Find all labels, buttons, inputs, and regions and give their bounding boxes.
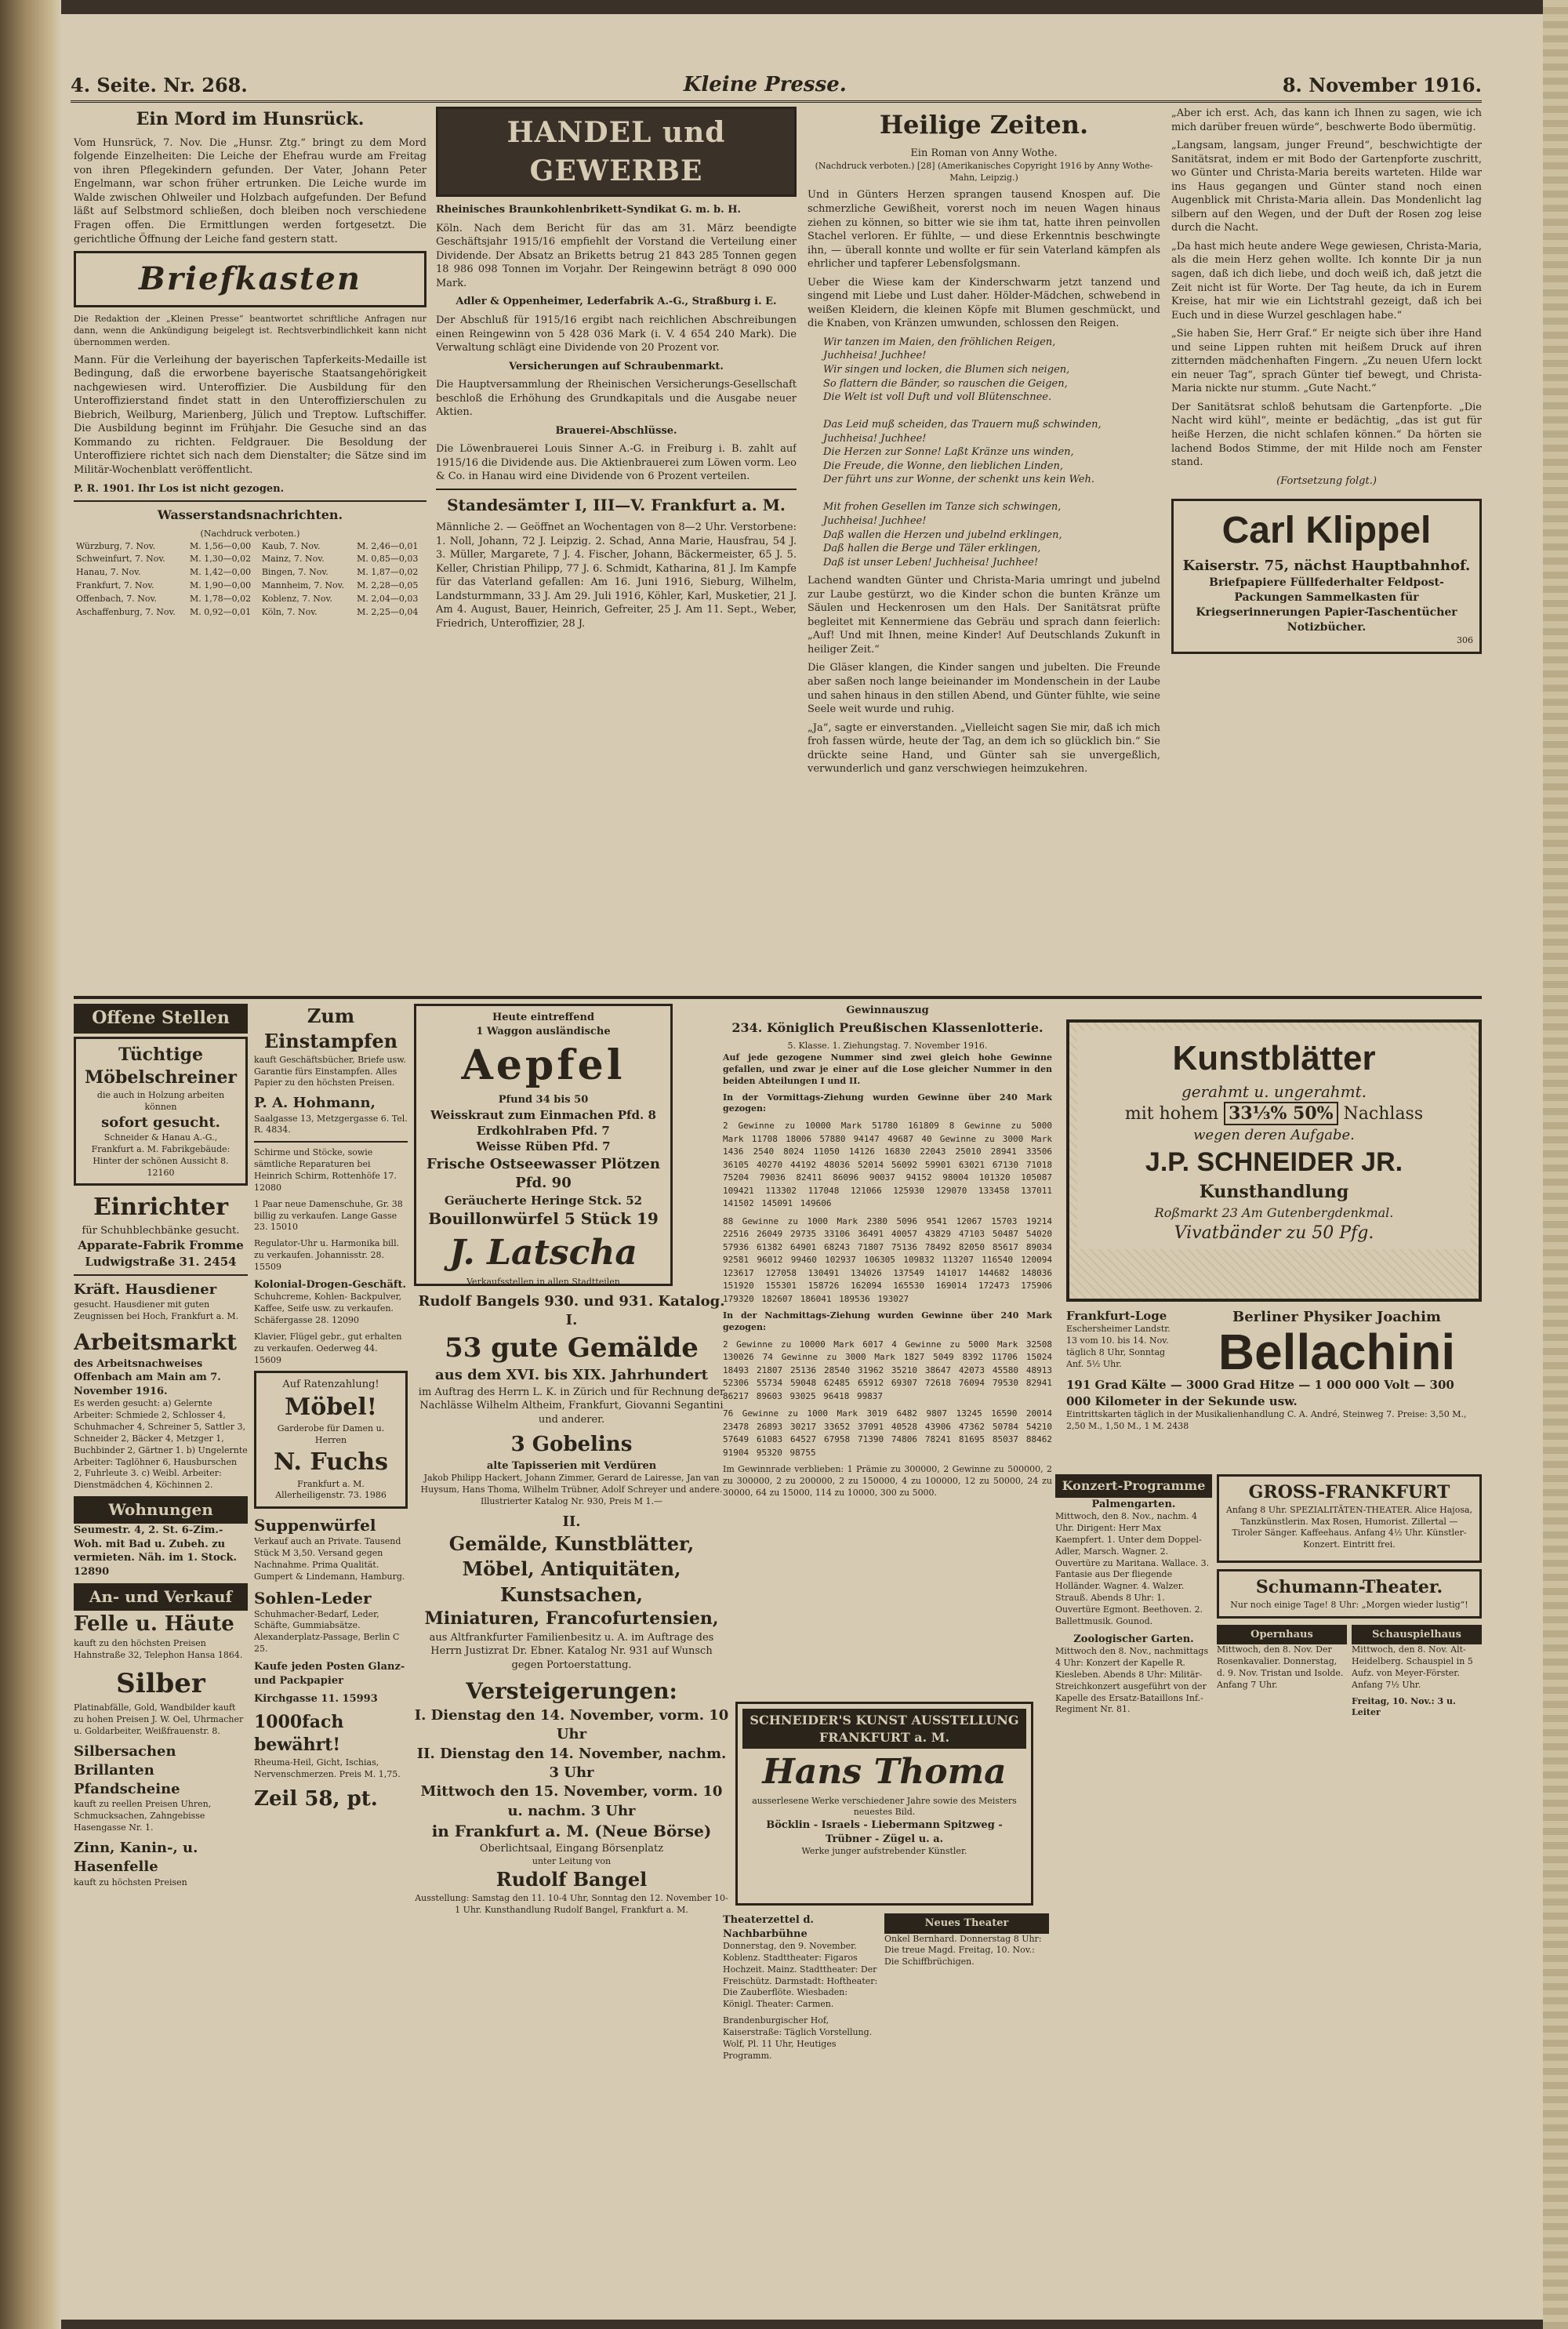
schauspiel-text: Mittwoch, den 8. Nov. Alt-Heidelberg. Schauspiel in 5 Aufz. von Meyer-Förster. Anfang 7½ Uhr. <box>1352 1644 1473 1690</box>
water-row <box>74 580 426 593</box>
ad-title: Möbel! <box>285 1393 377 1421</box>
divider <box>74 500 426 502</box>
auction-date: Mittwoch den 15. November, vorm. 10 u. nachm. 3 Uhr <box>420 1783 723 1819</box>
serial-copyright: (Nachdruck verboten.) [28] (Amerikanisches Copyright 1916 by Anny Wothe-Mahn, Leipzig.) <box>815 160 1153 183</box>
water-sub: (Nachdruck verboten.) <box>200 528 300 539</box>
serial-paragraph: „Aber ich erst. Ach, das kann ich Ihnen zu sagen, wie ich mich darüber freuen würde“, beschwerte Bodo übermütig. <box>1171 107 1482 133</box>
section-divider <box>74 996 1482 999</box>
adler-text: Der Abschluß für 1915/16 ergibt nach reichlichen Abschreibungen einen Reingewinn von 5 428 036 Mark (i. V. 4 654 240 Mark). Die Verwaltung schlägt eine Dividende von 20 Prozent vor. <box>436 314 797 354</box>
kaufe-address: Kirchgasse 11. 15993 <box>254 1693 378 1706</box>
silber-text: Platinabfälle, Gold, Wandbilder kauft zu hohen Preisen J. W. Oel, Uhrmacher u. Goldarbeiter, Weißfrauenstr. 8. <box>74 1702 244 1736</box>
divider <box>254 1141 408 1143</box>
ankauf-heading: An- und Verkauf <box>74 1583 248 1611</box>
water-row <box>74 540 426 554</box>
water-cell: Bingen, 7. Nov. <box>261 567 328 578</box>
kino-text: Brandenburgischer Hof, Kaiserstraße: Täglich Vorstellung. Wolf, Pl. 11 Uhr, Heutiges Programm. <box>723 2015 873 2061</box>
damenschuh-ad: 1 Paar neue Damenschuhe, Gr. 38 billig zu verkaufen. Lange Gasse 23. 15010 <box>254 1198 403 1233</box>
lodge-address: Eschersheimer Landstr. 13 vom 10. bis 14. Nov. täglich 8 Uhr, Sonntag Anf. 5½ Uhr. <box>1066 1324 1171 1369</box>
serial-paragraph: Ueber die Wiese kam der Kinderschwarm jetzt tanzend und singend mit Liebe und Lust daher. Hölder-Mädchen, schwebend in weißen Kleidern, die kleinen Köpfe mit Blumen geschmückt, und die Knaben, von Kränzen umwunden, schlossen den Reigen. <box>808 276 1160 330</box>
ad-title: N. Fuchs <box>274 1448 388 1477</box>
lottery-morning-head: In der Vormittags-Ziehung wurden Gewinne über 240 Mark gezogen: <box>723 1092 1052 1114</box>
gemaelde-title: 53 gute Gemälde <box>445 1332 699 1364</box>
masthead: Kleine Presse. <box>683 73 847 96</box>
gobelins-text: Jakob Philipp Hackert, Johann Zimmer, Gerard de Lairesse, Jan van Huysum, Hans Thoma, Wilhelm Trübner, Adolf Schreyer und andere. Illustrierter Katalog Nr. 930, Preis M 1.— <box>420 1473 723 1506</box>
serial-paragraph: Und in Günters Herzen sprangen tausend Knospen auf. Die schmerzliche Gewißheit, vorerst noch im neuen Wagen hinaus ziehen zu können, so bitter wie sie ihm tat, hatte ihren peinvollen Stachel verloren. Er fühlte, — und diese Erkenntnis beschwingte ihn, — überall konnte und wollte er für sein Vaterland kämpfen als ehrlicher und tapferer Lebensfolgsmann. <box>808 189 1160 271</box>
ads-column-2 <box>254 1004 408 2305</box>
water-cell: M. 1,42—0,00 <box>189 567 252 578</box>
murder-headline: Ein Mord im Hunsrück. <box>136 109 365 129</box>
serial-paragraph: Der Sanitätsrat schloß behutsam die Gartenpforte. „Die Nacht wird kühl“, meinte er bedächtig, „das ist gut für heiße Herzen, die nicht schlafen können.“ Da hörten sie lachend Bodos Stimme, der mit Hilde noch am Fenster stand. <box>1171 401 1482 469</box>
silbersachen-text: kauft zu reellen Preisen Uhren, Schmucksachen, Zahngebisse Hasengasse Nr. 1. <box>74 1799 212 1833</box>
syndikat-text: Köln. Nach dem Bericht für das am 31. März beendigte Geschäftsjahr 1915/16 empfiehlt der Vorstand die Verteilung einer Dividende. Der Absatz an Briketts betrug 21 843 285 Tonnen gegen 18 986 098 Tonnen im Vorjahr. Der Reingewinn beträgt 8 090 000 Mark. <box>436 222 797 289</box>
bewaehrt-text: Rheuma-Heil, Gicht, Ischias, Nervenschmerzen. Preis M. 1,75. <box>254 1757 401 1779</box>
divider <box>74 1274 248 1276</box>
water-row <box>74 553 426 566</box>
fuchs-ad <box>254 1371 408 1509</box>
price-line: Weisse Rüben Pfd. 7 <box>476 1139 611 1154</box>
water-cell: Würzburg, 7. Nov. <box>76 540 156 551</box>
kunst-text: aus Altfrankfurter Familienbesitz u. A. im Auftrage des Herrn Justizrat Dr. Ebner. Katalog Nr. 931 auf Wunsch gegen Portoerstattung. <box>429 1631 714 1671</box>
ad-number: 306 <box>1457 634 1473 645</box>
kunstblaetter-title: Kunstblätter <box>1172 1039 1376 1077</box>
column-news <box>74 107 426 993</box>
kunstblaetter-address: Roßmarkt 23 Am Gutenbergdenkmal. <box>1154 1204 1394 1220</box>
column-serial-continued <box>1171 107 1482 993</box>
briefkasten-answers: Mann. Für die Verleihung der bayerischen Tapferkeits-Medaille ist Bedingung, daß die erworbene bayerische Staatsangehörigkeit nachgewiesen wird. Unteroffizier. Die Ausbildung für den Unteroffizierstand findet statt in den Unteroffizierschulen zu Biebrich, Weilburg, Marienberg, Jülich und Treptow. Luftschiffer. Die Ausbildung beginnt im Frühjahr. Die Gesuche sind an das Kommando zu richten. Feldgrauer. Die Besoldung der Unteroffiziere richtet sich nach dem Dienstalter; die Sätze sind im Militär-Wochenblatt veröffentlicht. <box>74 354 426 476</box>
water-cell: Koblenz, 7. Nov. <box>261 593 332 604</box>
continued-note: (Fortsetzung folgt.) <box>1276 474 1377 487</box>
price-line: Frische Ostseewasser Plötzen Pfd. 90 <box>426 1155 660 1191</box>
schumann-title: Schumann-Theater. <box>1255 1577 1443 1598</box>
page-header <box>71 69 1482 103</box>
kunstblaetter-ad <box>1066 1019 1482 1302</box>
arbeitsmarkt-title: Arbeitsmarkt <box>74 1328 238 1355</box>
latscha-sub: Verkaufsstellen in allen Stadtteilen <box>466 1276 620 1286</box>
water-heading: Wasserstandsnachrichten. <box>157 507 343 523</box>
felle-text: kauft zu den höchsten Preisen Hahnstraße 32, Telephon Hansa 1864. <box>74 1638 243 1661</box>
gemaelde-text: im Auftrag des Herrn L. K. in Zürich und für Rechnung der Nachlässe Wilhelm Altheim, Frankfurt, Giovanni Segantini und anderer. <box>418 1386 725 1426</box>
bellachini-ad <box>1066 1308 1482 1465</box>
issue-date: 8. November 1916. <box>1282 73 1482 96</box>
water-cell: M. 1,78—0,02 <box>189 593 252 604</box>
hohmann-name: P. A. Hohmann, <box>254 1095 376 1112</box>
water-cell: Köln, 7. Nov. <box>261 606 318 617</box>
palmengarten-text: Mittwoch, den 8. Nov., nachm. 4 Uhr. Dirigent: Herr Max Kaempfert. 1. Unter dem Doppel-Adler, Marsch. Wagner. 2. Ouvertüre zu Maritana. Wallace. 3. Fantasie aus Der fliegende Holländer. Wagner. 4. Walzer. Strauß. Abends 8 Uhr: 1. Ouvertüre Egmont. Beethoven. 2. Ballettmusik. Gounod. <box>1055 1511 1210 1626</box>
kunst-title: Gemälde, Kunstblätter, Möbel, Antiquitäten, Kunstsachen, <box>448 1531 695 1606</box>
klippel-items: Briefpapiere Füllfederhalter Feldpost-Packungen Sammelkasten für Kriegserinnerungen Papier-Taschentücher Notizbücher. <box>1196 576 1457 634</box>
regulator-ad: Regulator-Uhr u. Harmonika bill. zu verkaufen. Johannisstr. 28. 15509 <box>254 1238 400 1272</box>
lottery-afternoon-head: In der Nachmittags-Ziehung wurden Gewinne über 240 Mark gezogen: <box>723 1310 1052 1333</box>
kunstblaetter-firm: J.P. SCHNEIDER JR. <box>1145 1147 1403 1178</box>
ad-text: 1 Waggon ausländische <box>476 1025 611 1037</box>
water-cell: M. 0,85—0,03 <box>357 554 419 565</box>
lodge-title: Frankfurt-Loge <box>1066 1309 1167 1323</box>
lottery-title: 234. Königlich Preußischen Klassenlotterie. <box>731 1019 1044 1035</box>
brauerei-heading: Brauerei-Abschlüsse. <box>555 424 677 437</box>
serial-paragraph: „Da hast mich heute andere Wege gewiesen, Christa-Maria, als die mein Herz gehen wollte. Ich konnte Dir ja nun sagen, daß ich dich liebe, und doch weiß ich, daß jetzt die Zeit nicht ist für Worte. Der Tag heute, da ich in Eurem Kreise, hat mir wie ein Lichtstrahl gezeigt, daß ich bei Euch und in diese Wurzel geschlagen habe.“ <box>1171 240 1482 322</box>
ad-text: Schneider & Hanau A.-G., Frankfurt a. M. Fabrikgebäude: Hinter der schönen Aussicht 8. 12160 <box>91 1132 230 1178</box>
latscha-ad <box>414 1004 673 1286</box>
ad-text: Auf Ratenzahlung! <box>282 1379 379 1391</box>
klippel-ad <box>1171 499 1482 654</box>
serial-paragraph: Die Gläser klangen, die Kinder sangen und jubelten. Die Freunde aber saßen noch lange beieinander im Mondenschein in der Laube und sahen hinaus in den stillen Abend, und Günter fühlte, wie seine Seele weit wurde und ruhig. <box>808 662 1160 716</box>
silber-title: Silber <box>116 1668 205 1700</box>
ad-title: Tüchtige Möbelschreiner <box>84 1044 238 1088</box>
nachbar-text: Donnerstag, den 9. November. Koblenz. Stadttheater: Figaros Hochzeit. Mainz. Stadttheater: Der Freischütz. Darmstadt: Hoftheater: Die Zauberflöte. Wiesbaden: Königl. Theater: Carmen. <box>723 1941 878 2010</box>
felle-title: Felle u. Häute <box>74 1612 234 1637</box>
price-line: Erdkohlraben Pfd. 7 <box>477 1124 610 1139</box>
kunstblaetter-firm-sub: Kunsthandlung <box>1199 1182 1349 1203</box>
auction-num: II. <box>562 1513 581 1530</box>
arbeitsmarkt-sub: des Arbeitsnachweises Offenbach am Main am 7. November 1916. <box>74 1357 221 1397</box>
water-cell: Offenbach, 7. Nov. <box>76 593 157 604</box>
moebelschreiner-ad <box>74 1037 248 1186</box>
gobelins-title: 3 Gobelins <box>510 1433 633 1457</box>
book-binding <box>0 0 61 2329</box>
water-cell: Aschaffenburg, 7. Nov. <box>76 606 176 617</box>
briefkasten-sign: P. R. 1901. Ihr Los ist nicht gezogen. <box>74 482 285 495</box>
sohlen-title: Sohlen-Leder <box>254 1588 372 1608</box>
water-cell: Hanau, 7. Nov. <box>76 567 141 578</box>
gobelins-sub: alte Tapisserien mit Verdüren <box>486 1459 657 1472</box>
water-cell: Schweinfurt, 7. Nov. <box>76 554 165 565</box>
konzert-title: Konzert-Programme <box>1055 1474 1212 1498</box>
einstampfen-title: Zum Einstampfen <box>263 1005 398 1053</box>
lottery-numbers: 88 Gewinne zu 1000 Mark 2380 5096 9541 12067 15703 19214 22516 26049 29735 33106 36491 40057 43829 47103 50487 54020 57936 61382 64901 68243 71807 75136 78492 82050 85617 89034 92581 96012 99460 102937 106305 109832 113207 116540 120094 123617 127058 130491 134026 137549 141017 144682 148036 151920 155301 158726 162094 165530 169014 172473 175906 179320 182607 186041 189536 193027 <box>723 1215 1052 1304</box>
page-edge <box>1543 0 1568 2329</box>
auction-num: I. <box>565 1312 578 1329</box>
water-row <box>74 593 426 606</box>
klippel-name: Carl Klippel <box>1221 510 1432 552</box>
zoo-text: Mittwoch den 8. Nov., nachmittags 4 Uhr: Konzert der Kapelle R. Kiesleben. Abends 8 Uhr: Militär-Streichkonzert ausgeführt von der Kapelle des Ersatz-Bataillons Inf.-Regiment Nr. 81. <box>1055 1646 1209 1715</box>
water-cell: M. 2,46—0,01 <box>357 540 419 551</box>
serial-paragraph: Lachend wandten Günter und Christa-Maria umringt und jubelnd zur Laube gestürzt, wo die Kinder schon die bunten Kränze um Säulen und Heckenrosen um den Hals. Der Sanitätsrat prüfte begleitet mit Kennermiene das Gebräu und sprach dann feierlich: „Auf! Und mit Ihnen, meine Kinder! Auf Deutschlands Zukunft in heiliger Zeit.“ <box>808 575 1160 656</box>
kolonial-text: Schuhcreme, Kohlen- Backpulver, Kaffee, Seife usw. zu verkaufen. Schäfergasse 28. 12090 <box>254 1292 402 1325</box>
water-table <box>74 540 426 619</box>
palmengarten-title: Palmengarten. <box>1091 1498 1176 1510</box>
lottery-note: Auf jede gezogene Nummer sind zwei gleich hohe Gewinne gefallen, und zwar je einer auf die Lose gleicher Nummer in den beiden Abteilungen I und II. <box>723 1052 1052 1086</box>
standesamt-heading: Standesämter I, III—V. Frankfurt a. M. <box>447 496 786 515</box>
auction-leitung: unter Leitung von <box>532 1855 612 1866</box>
murder-article: Vom Hunsrück, 7. Nov. Die „Hunsr. Ztg.“ bringt zu dem Mord folgende Einzelheiten: Die Leiche der Ehefrau wurde am Freitag von ihren Pflegekindern gefunden. Der Vater, Johann Peter Engelmann, war schon früher ertrunken. Die Leiche wurde im Walde zwischen Ohlweiler und Holzbach aufgefunden. Der Befund läßt auf Selbstmord schließen, doch bleiben noch verschiedene Fragen offen. Die Ermittlungen werden fortgesetzt. Die gerichtliche Öffnung der Leiche fand gestern statt. <box>74 136 426 245</box>
neues-theater-column <box>884 1913 1049 2298</box>
serial-poem: Wir tanzen im Maien, den fröhlichen Reigen, Juchheisa! Juchhee! Wir singen und locken, die Blumen sich neigen, So flattern die Bänder, so rauschen die Geigen, Die Welt ist voll Duft und voll Blütenschnee. Das Leid muß scheiden, das Trauern muß schwinden, Juchheisa! Juchhee! Die Herzen zur Sonne! Laßt Kränze uns winden, Die Freude, die Wonne, den lieblichen Linden, Der führt uns zur Wonne, der schenkt uns kein Weh. Mit frohen Gesellen im Tanze sich schwingen, Juchheisa! Juchhee! Daß wallen die Herzen und jubelnd erklingen, Daß hallen die Berge und Täler erklingen, Daß ist unser Leben! Juchheisa! Juchhee! <box>823 336 1102 569</box>
klavier-ad: Klavier, Flügel gebr., gut erhalten zu verkaufen. Oederweg 44. 15609 <box>254 1331 402 1365</box>
gross-frankfurt-ad <box>1217 1474 1482 1563</box>
water-cell: M. 0,92—0,01 <box>189 606 252 617</box>
lottery-head: Gewinnauszug <box>846 1005 929 1016</box>
versicherung-heading: Versicherungen auf Schraubenmarkt. <box>509 360 724 372</box>
schumann-ad <box>1217 1569 1482 1619</box>
brauerei-text: Die Löwenbrauerei Louis Sinner A.-G. in Freiburg i. B. zahlt auf 1915/16 die Dividende aus. Die Aktienbrauerei zum Löwen vorm. Leo & Co. in Hanau wird eine Dividende von 6 Prozent verteilen. <box>436 443 797 483</box>
lottery-numbers: 2 Gewinne zu 10000 Mark 51780 161809 8 Gewinne zu 5000 Mark 11708 18006 57880 94147 49687 40 Gewinne zu 3000 Mark 1436 2540 8024 11050 14126 16830 22043 25010 28941 33506 36105 40270 44192 48036 52014 56092 59901 63021 67130 71018 75204 79036 82411 86096 90037 94152 98004 101320 105087 109421 113302 117048 121066 125930 129070 133458 137011 141502 145091 149606 <box>723 1121 1052 1209</box>
lottery-numbers: 2 Gewinne zu 10000 Mark 6017 4 Gewinne zu 5000 Mark 32508 130026 74 Gewinne zu 3000 Mark 1827 5049 8392 11706 15024 18493 21807 25136 28540 31962 35210 38647 42073 45580 48913 52306 55734 59048 62485 65912 69307 72618 76094 79530 82941 86217 89603 93025 96418 99837 <box>723 1339 1052 1401</box>
bellachini-tickets: Eintrittskarten täglich in der Musikalienhandlung C. A. André, Steinweg 7. Preise: 3,50 M., 2,50 M., 1,50 M., 1 M. 2438 <box>1066 1408 1467 1431</box>
ad-text: für Schuhblechbänke gesucht. <box>82 1224 240 1237</box>
serial-author: Ein Roman von Anny Wothe. <box>910 147 1058 160</box>
water-cell: M. 1,87—0,02 <box>357 567 419 578</box>
kunstblaetter-line: gerahmt u. ungerahmt. <box>1181 1082 1367 1102</box>
wohnungen-heading: Wohnungen <box>74 1496 248 1524</box>
kunstblaetter-line: Nachlass <box>1343 1104 1424 1125</box>
adler-heading: Adler & Oppenheimer, Lederfabrik A.-G., Straßburg i. E. <box>456 296 777 308</box>
ad-text: Apparate-Fabrik Fromme Ludwigstraße 31. 2454 <box>78 1238 244 1269</box>
opera-text: Mittwoch, den 8. Nov. Der Rosenkavalier. Donnerstag, d. 9. Nov. Tristan und Isolde. Anfang 7 Uhr. <box>1217 1644 1344 1690</box>
syndikat-heading: Rheinisches Braunkohlenbrikett-Syndikat G. m. b. H. <box>436 204 742 216</box>
bellachini-facts: 191 Grad Kälte — 3000 Grad Hitze — 1 000 000 Volt — 300 000 Kilometer in der Sekunde usw. <box>1066 1378 1454 1408</box>
bewaehrt-title: 1000fach bewährt! <box>254 1711 344 1756</box>
lottery-prizes: Im Gewinnrade verblieben: 1 Prämie zu 300000, 2 Gewinne zu 500000, 2 zu 300000, 2 zu 200000, 2 zu 150000, 4 zu 100000, 12 zu 50000, 24 zu 30000, 64 zu 15000, 114 zu 10000, 300 zu 5000. <box>723 1464 1052 1499</box>
ad-text: Heute eintreffend <box>492 1012 595 1023</box>
page-number: 4. Seite. Nr. 268. <box>71 73 248 96</box>
exhibition-foot: Werke junger aufstrebender Künstler. <box>801 1846 967 1857</box>
offene-stellen-heading: Offene Stellen <box>74 1004 248 1034</box>
exhibition-text: ausserlesene Werke verschiedener Jahre sowie des Meisters neuestes Bild. <box>752 1795 1017 1818</box>
klippel-address: Kaiserstr. 75, nächst Hauptbahnhof. <box>1182 558 1471 575</box>
gross-text: Anfang 8 Uhr. SPEZIALITÄTEN-THEATER. Alice Hajosa, Tanzkünstlerin. Max Rosen, Humorist. Zillertal — Tiroler Sänger. Kaffeehaus. Anfang 4½ Uhr. Künstler-Konzert. Eintritt frei. <box>1225 1504 1473 1550</box>
theater-column <box>1217 1474 1482 2298</box>
ad-text: die auch in Holzung arbeiten können <box>96 1090 225 1112</box>
water-cell: M. 1,56—0,00 <box>189 540 252 551</box>
auction-ad <box>414 1292 729 2304</box>
bellachini-pre: Berliner Physiker Joachim <box>1232 1309 1441 1325</box>
kunst-sub: Miniaturen, Francofurtensien, <box>424 1608 719 1630</box>
water-cell: M. 2,28—0,05 <box>357 580 419 591</box>
freitag-text: Freitag, 10. Nov.: 3 u. Leiter <box>1352 1695 1456 1718</box>
versteigerung-title: Versteigerungen: <box>466 1678 677 1705</box>
nachbarbuehne-column <box>723 1913 880 2298</box>
aepfel-price: Pfund 34 bis 50 <box>498 1094 589 1106</box>
water-cell: Mainz, 7. Nov. <box>261 554 325 565</box>
suppen-title: Suppenwürfel <box>254 1516 376 1535</box>
einrichter-ad <box>74 1192 248 1270</box>
serial-paragraph: „Ja“, sagte er einverstanden. „Vielleicht sagen Sie mir, daß ich mich froh fassen würde, heute der Tag, an dem ich so glücklich bin.“ Sie drückte seine Hand, und Günter sah sie unvergeßlich, verwunderlich und ganz verschwiegen heimzukehren. <box>808 721 1160 776</box>
einstampfen-text: kauft Geschäftsbücher, Briefe usw. Garantie fürs Einstampfen. Alles Papier zu den höchsten Preisen. <box>254 1054 406 1088</box>
handel-heading: HANDEL und GEWERBE <box>436 107 797 197</box>
kolonial-title: Kolonial-Drogen-Geschäft. <box>254 1278 407 1291</box>
ad-title: Einrichter <box>93 1194 229 1222</box>
zinn-text: kauft zu höchsten Preisen <box>74 1877 187 1888</box>
column-business <box>436 107 797 993</box>
hausdiener-ad-text: gesucht. Hausdiener mit guten Zeugnissen bei Hoch, Frankfurt a. M. <box>74 1299 239 1322</box>
serial-title: Heilige Zeiten. <box>879 110 1089 140</box>
auction-exhibition: Ausstellung: Samstag den 11. 10-4 Uhr, Sonntag den 12. November 10-1 Uhr. Kunsthandlung Rudolf Bangel, Frankfurt a. M. <box>415 1892 728 1915</box>
water-cell: M. 1,90—0,00 <box>189 580 252 591</box>
water-cell: Mannheim, 7. Nov. <box>261 580 344 591</box>
column-serial <box>808 107 1160 993</box>
hausdiener-ad-title: Kräft. Hausdiener <box>74 1281 217 1298</box>
wohnung-ad: Seumestr. 4, 2. St. 6-Zim.-Woh. mit Bad u. Zubeh. zu vermieten. Näh. im 1. Stock. 12890 <box>74 1524 238 1578</box>
auction-place2: Oberlichtsaal, Eingang Börsenplatz <box>479 1842 664 1855</box>
water-row <box>74 606 426 619</box>
water-cell: M. 2,04—0,03 <box>357 593 419 604</box>
auction-date: II. Dienstag den 14. November, nachm. 3 Uhr <box>416 1745 727 1782</box>
serial-paragraph: „Sie haben Sie, Herr Graf.“ Er neigte sich über ihre Hand und seine Lippen ruhten mit heißem Druck auf ihren zitternden mädchenhaften Fingern. „Zu neuen Ufern lockt ein neuer Tag“, sprach Günter tief bewegt, und Christa-Maria nickte nur stumm. „Gute Nacht.“ <box>1171 328 1482 395</box>
zinn-title: Zinn, Kanin-, u. Hasenfelle <box>74 1839 198 1876</box>
gross-title: GROSS-FRANKFURT <box>1248 1482 1450 1502</box>
water-cell: M. 1,30—0,02 <box>189 554 252 565</box>
sohlen-text: Schuhmacher-Bedarf, Leder, Schäfte, Gummiabsätze. Alexanderplatz-Passage, Berlin C 25. <box>254 1608 400 1655</box>
zoo-title: Zoologischer Garten. <box>1073 1633 1194 1645</box>
briefkasten-heading: Briefkasten <box>74 251 426 307</box>
lottery-sub: 5. Klasse. 1. Ziehungstag. 7. November 1916. <box>787 1041 988 1052</box>
schirme-ad: Schirme und Stöcke, sowie sämtliche Reparaturen bei Heinrich Schirm, Rottenhöfe 17. 12080 <box>254 1147 397 1193</box>
vivat-line: Vivatbänder zu 50 Pfg. <box>1174 1223 1374 1243</box>
opera-title: Opernhaus <box>1217 1625 1347 1645</box>
hohmann-address: Saalgasse 13, Metzgergasse 6. Tel. R. 4834. <box>254 1113 408 1135</box>
kunstblaetter-line: wegen deren Aufgabe. <box>1193 1127 1355 1144</box>
schauspiel-title: Schauspielhaus <box>1352 1625 1482 1645</box>
water-cell: Kaub, 7. Nov. <box>261 540 321 551</box>
lottery-column <box>723 1004 1052 1639</box>
bellachini-name: Bellachini <box>1218 1324 1456 1381</box>
ad-text: Frankfurt a. M. Allerheiligenstr. 73. 1986 <box>275 1478 387 1501</box>
price-line: Bouillonwürfel 5 Stück 19 <box>428 1209 659 1229</box>
exhibition-names: Böcklin - Israels - Liebermann Spitzweg - Trübner - Zügel u. a. <box>766 1819 1003 1845</box>
price-line: Geräucherte Heringe Stck. 52 <box>444 1194 643 1208</box>
neues-text: Onkel Bernhard. Donnerstag 8 Uhr: Die treue Magd. Freitag, 10. Nov.: Die Schiffbrüchigen. <box>884 1933 1042 1967</box>
zeil-address: Zeil 58, pt. <box>254 1786 378 1811</box>
aepfel-title: Aepfel <box>461 1041 626 1090</box>
kunstblaetter-line: mit hohem <box>1124 1104 1219 1125</box>
discount-badge: 33⅓% 50% <box>1224 1102 1338 1125</box>
schumann-text: Nur noch einige Tage! 8 Uhr: „Morgen wieder lustig“! <box>1230 1599 1468 1610</box>
kunstblaetter-inner <box>1077 1030 1471 1249</box>
briefkasten-note: Die Redaktion der „Kleinen Presse“ beantwortet schriftliche Anfragen nur dann, wenn die Ankündigung beigelegt ist. Rechtsverbindlichkeit kann nicht übernommen werden. <box>74 314 426 347</box>
bangel-name: Rudolf Bangel <box>495 1868 648 1891</box>
serial-paragraph: „Langsam, langsam, junger Freund“, beschwichtigte der Sanitätsrat, indem er mit Bodo der Gartenpforte zuschritt, wo Günter und Christa-Maria bereits warteten. Hilde war ins Haus gegangen und Günter stand noch einen Augenblick mit Christa-Maria allein. Das Mondenlicht lag silbern auf den Wegen, und der Duft der Rosen zog leise durch die Nacht. <box>1171 140 1482 234</box>
lottery-numbers: 76 Gewinne zu 1000 Mark 3019 6482 9807 13245 16590 20014 23478 26893 30217 33652 37091 40528 43906 47362 50784 54210 57649 61083 64527 67958 71390 74806 78241 81695 85037 88462 91904 95320 98755 <box>723 1408 1052 1458</box>
ad-text: Garderobe für Damen u. Herren <box>277 1423 385 1446</box>
schneider-exhibition-ad <box>735 1702 1033 1906</box>
kaufe-ad: Kaufe jeden Posten Glanz- und Packpapier <box>254 1661 405 1687</box>
auction-place: in Frankfurt a. M. (Neue Börse) <box>431 1821 712 1840</box>
arbeitsmarkt-list: Es werden gesucht: a) Gelernte Arbeiter: Schmiede 2, Schlosser 4, Schuhmacher 4, Schreiner 5, Sattler 3, Schneider 2, Bäcker 4, Metzger 1, Buchbinder 2, Gärtner 1. b) Ungelernte Arbeiter: Taglöhner 6, Hausburschen 2, Fuhrleute 3. c) Weibl. Arbeiter: Dienstmädchen 4, Köchinnen 2. <box>74 1398 248 1491</box>
latscha-logo: J. Latscha <box>449 1233 637 1274</box>
neues-title: Neues Theater <box>884 1913 1049 1934</box>
thoma-name: Hans Thoma <box>762 1752 1007 1793</box>
water-cell: M. 2,25—0,04 <box>357 606 419 617</box>
ad-text: sofort gesucht. <box>101 1114 220 1131</box>
water-cell: Frankfurt, 7. Nov. <box>76 580 154 591</box>
gemaelde-sub: aus dem XVI. bis XIX. Jahrhundert <box>435 1367 708 1384</box>
konzert-column <box>1055 1474 1212 2298</box>
water-row <box>74 566 426 580</box>
auction-title: Rudolf Bangels 930. und 931. Katalog. <box>418 1293 725 1310</box>
standesamt-text: Männliche 2. — Geöffnet an Wochentagen von 8—2 Uhr. Verstorbene: 1. Noll, Johann, 72 J. Leipzig. 2. Schad, Anna Marie, Hausfrau, 54 J. 3. Müller, Margarete, 7 J. 4. Fischer, Johann, Bäckermeister, 65 J. 5. Keller, Christian Philipp, 77 J. 6. Schmidt, Katharina, 81 J. Im Kampfe für das Vaterland gefallen: Am 16. Juni 1916, Sieburg, Wilhelm, Landsturmmann, 33 J. Am 29. Juli 1916, Köhler, Karl, Musketier, 21 J. Am 4. August, Bauer, Heinrich, Gefreiter, 25 J. Am 11. Sept., Weber, Friedrich, Unteroffizier, 28 J. <box>436 521 797 630</box>
suppen-text: Verkauf auch an Private. Tausend Stück M 3,50. Versand gegen Nachnahme. Prima Qualität. Gumpert & Lindemann, Hamburg. <box>254 1536 405 1582</box>
ads-column-1 <box>74 1004 248 2305</box>
auction-date: I. Dienstag den 14. November, vorm. 10 Uhr <box>414 1707 729 1743</box>
price-line: Weisskraut zum Einmachen Pfd. 8 <box>430 1107 656 1122</box>
nachbar-title: Theaterzettel d. Nachbarbühne <box>723 1914 814 1940</box>
exhibition-head: SCHNEIDER'S KUNST AUSSTELLUNG FRANKFURT a. M. <box>742 1709 1026 1749</box>
silbersachen-title: Silbersachen Brillanten Pfandscheine <box>74 1742 180 1798</box>
versicherung-text: Die Hauptversammlung der Rheinischen Versicherungs-Gesellschaft beschloß die Erhöhung des Grundkapitals und die Ausgabe neuer Aktien. <box>436 379 797 419</box>
divider <box>436 489 797 490</box>
